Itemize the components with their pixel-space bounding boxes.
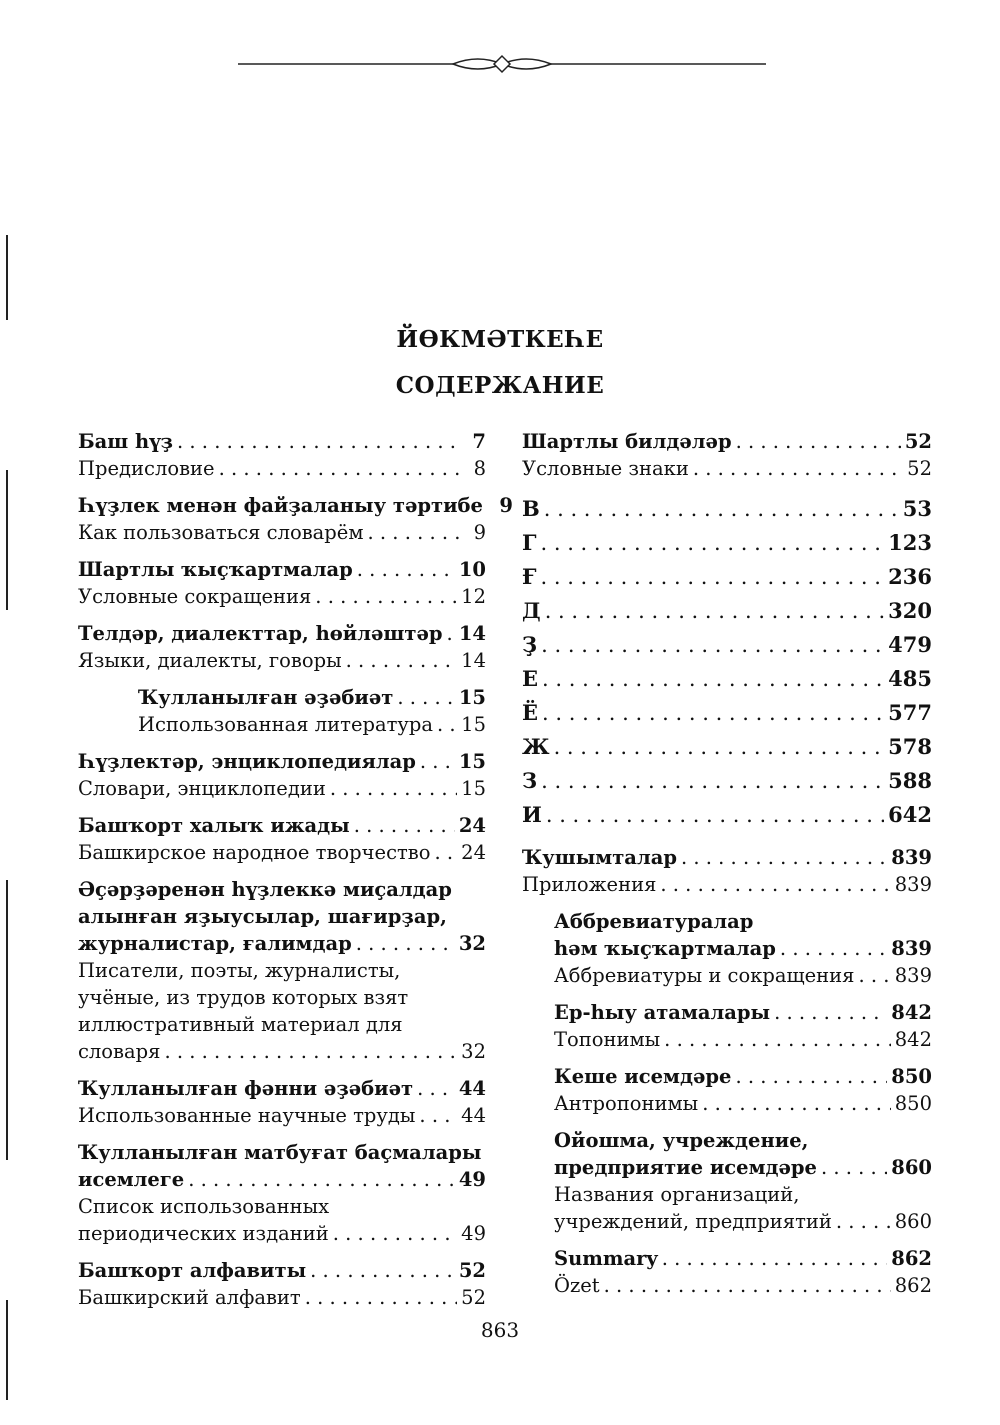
toc-page-number: 52 bbox=[904, 430, 932, 453]
toc-entry-russian[interactable] bbox=[78, 583, 486, 610]
toc-entry-title: Д bbox=[522, 598, 541, 623]
toc-entry-title: Ё bbox=[522, 700, 539, 725]
toc-letter-entry[interactable] bbox=[522, 696, 932, 730]
leader-dots bbox=[315, 583, 457, 610]
toc-entry-bashkir[interactable] bbox=[78, 930, 486, 957]
toc-entry-title: Ҡушымталар bbox=[522, 846, 677, 869]
toc-entry-title: Предисловие bbox=[78, 457, 215, 480]
toc-entry-title: Ҙ bbox=[522, 632, 538, 657]
toc-page-number: 24 bbox=[461, 841, 486, 864]
toc-entry-bashkir[interactable] bbox=[554, 1245, 932, 1272]
toc-entry-title: Ҡулланылған әҙәбиәт bbox=[138, 686, 394, 709]
leader-dots bbox=[542, 696, 884, 730]
toc-entry-title-line: Әҫәрҙәренән һүҙлеккә миҫалдар bbox=[78, 878, 452, 901]
toc-entry-title: Һүҙлек менән файҙаланыу тәртибе bbox=[78, 494, 483, 517]
toc-entry-title: һәм ҡыҫҡартмалар bbox=[554, 937, 776, 960]
toc-entry-russian[interactable] bbox=[78, 1220, 486, 1247]
toc-page-number: 24 bbox=[458, 814, 486, 837]
leader-dots bbox=[419, 1102, 457, 1129]
toc-page-number: 53 bbox=[902, 496, 932, 521]
leader-dots bbox=[541, 764, 884, 798]
toc-entry-title: Özet bbox=[554, 1274, 600, 1297]
leader-dots bbox=[541, 526, 885, 560]
leader-dots bbox=[821, 1154, 887, 1181]
toc-page-number: 842 bbox=[891, 1001, 932, 1024]
toc-page-number: 479 bbox=[888, 632, 932, 657]
toc-page-number: 123 bbox=[888, 530, 932, 555]
toc-entry-russian[interactable] bbox=[78, 519, 486, 546]
toc-entry-title: Summary bbox=[554, 1247, 658, 1270]
scan-edge-line bbox=[6, 880, 8, 1160]
toc-entry-title-line: учёные, из трудов которых взят bbox=[78, 986, 409, 1009]
toc-entry-title: Условные сокращения bbox=[78, 585, 312, 608]
toc-entry-russian[interactable] bbox=[78, 1102, 486, 1129]
toc-page-number: 44 bbox=[458, 1077, 486, 1100]
leader-dots bbox=[305, 1284, 457, 1311]
toc-page-number: 7 bbox=[472, 430, 486, 453]
toc-entry-russian[interactable] bbox=[522, 871, 932, 898]
toc-page-number: 642 bbox=[888, 802, 932, 827]
leader-dots bbox=[219, 455, 460, 482]
leader-dots bbox=[541, 628, 884, 662]
toc-entry-title-line: Ойошма, учреждение, bbox=[554, 1129, 809, 1152]
toc-entry-group bbox=[522, 1063, 932, 1117]
leader-dots bbox=[310, 1257, 455, 1284]
toc-page-number: 52 bbox=[461, 1286, 486, 1309]
leader-dots bbox=[735, 1063, 887, 1090]
toc-entry-bashkir[interactable] bbox=[78, 748, 486, 775]
leader-dots bbox=[437, 711, 457, 738]
toc-entry-title: Г bbox=[522, 530, 537, 555]
toc-entry-title-line: алынған яҙыусылар, шағирҙар, bbox=[78, 905, 447, 928]
toc-page-number: 577 bbox=[888, 700, 932, 725]
leader-dots bbox=[346, 647, 458, 674]
toc-entry-group bbox=[78, 1075, 486, 1129]
scan-edge-line bbox=[6, 235, 8, 320]
leader-dots bbox=[836, 1208, 891, 1235]
toc-entry-title: Һүҙлектәр, энциклопедиялар bbox=[78, 750, 416, 773]
leader-dots bbox=[368, 519, 461, 546]
toc-entry-group bbox=[78, 812, 486, 866]
toc-letter-entry[interactable] bbox=[522, 594, 932, 628]
toc-entry-title: учреждений, предприятий bbox=[554, 1210, 832, 1233]
toc-entry-bashkir[interactable] bbox=[78, 812, 486, 839]
leader-dots bbox=[541, 560, 885, 594]
toc-entry-title-line: Писатели, поэты, журналисты, bbox=[78, 959, 401, 982]
leader-dots bbox=[177, 428, 460, 455]
toc-entry-russian[interactable] bbox=[554, 1026, 932, 1053]
toc-entry-title: Условные знаки bbox=[522, 457, 689, 480]
toc-entry-group bbox=[522, 908, 932, 989]
toc-entry-russian[interactable] bbox=[554, 1272, 932, 1299]
leader-dots bbox=[356, 930, 455, 957]
toc-letter-entry[interactable] bbox=[522, 730, 932, 764]
toc-page-number: 15 bbox=[458, 686, 486, 709]
toc-entry-bashkir[interactable] bbox=[522, 428, 932, 455]
toc-entry-title-line: Названия организаций, bbox=[554, 1183, 800, 1206]
toc-entry-title: Приложения bbox=[522, 873, 657, 896]
toc-page-number: 860 bbox=[894, 1210, 932, 1233]
toc-letter-entry[interactable] bbox=[522, 764, 932, 798]
toc-entry-title: периодических изданий bbox=[78, 1222, 329, 1245]
toc-page-number: 850 bbox=[894, 1092, 932, 1115]
toc-page-number: 52 bbox=[458, 1259, 486, 1282]
toc-entry-group bbox=[522, 1245, 932, 1299]
toc-entry-group bbox=[522, 428, 932, 482]
toc-entry-title-line: Аббревиатуралар bbox=[554, 910, 754, 933]
toc-page-number: 839 bbox=[894, 964, 932, 987]
toc-entry-title: Ер-һыу атамалары bbox=[554, 1001, 771, 1024]
toc-page-number: 8 bbox=[473, 457, 486, 480]
leader-dots bbox=[604, 1272, 891, 1299]
toc-page-number: 52 bbox=[907, 457, 932, 480]
toc-entry-title: И bbox=[522, 802, 542, 827]
toc-left-column bbox=[78, 428, 513, 1321]
leader-dots bbox=[397, 684, 455, 711]
leader-dots bbox=[681, 844, 887, 871]
toc-page-number: 236 bbox=[888, 564, 932, 589]
leader-dots bbox=[554, 730, 885, 764]
toc-entry-russian[interactable] bbox=[78, 647, 486, 674]
toc-entry-title: Ҡулланылған фәнни әҙәбиәт bbox=[78, 1077, 414, 1100]
toc-letter-entry[interactable] bbox=[522, 798, 932, 832]
toc-page-number: 44 bbox=[461, 1104, 486, 1127]
toc-entry-title: Телдәр, диалекттар, һөйләштәр bbox=[78, 622, 443, 645]
toc-entry-title: Башҡорт алфавиты bbox=[78, 1259, 307, 1282]
toc-page-number: 842 bbox=[894, 1028, 932, 1051]
toc-entry-bashkir[interactable] bbox=[554, 935, 932, 962]
toc-page-number: 862 bbox=[891, 1247, 932, 1270]
toc-page-number: 14 bbox=[461, 649, 486, 672]
toc-entry-title: Языки, диалекты, говоры bbox=[78, 649, 342, 672]
toc-entry-title: Е bbox=[522, 666, 539, 691]
toc-entry-group bbox=[78, 748, 486, 802]
leader-dots bbox=[354, 812, 455, 839]
toc-page-number: 15 bbox=[458, 750, 486, 773]
toc-entry-title-line: Ҡулланылған матбуғат баҫмалары bbox=[78, 1141, 482, 1164]
toc-page-number: 49 bbox=[461, 1222, 486, 1245]
toc-page-number: 839 bbox=[894, 873, 932, 896]
toc-entry-title: Антропонимы bbox=[554, 1092, 699, 1115]
toc-page-number: 9 bbox=[499, 494, 513, 517]
toc-page-number: 485 bbox=[888, 666, 932, 691]
title-russian: СОДЕРЖАНИЕ bbox=[395, 372, 605, 399]
toc-entry-bashkir[interactable] bbox=[78, 1075, 486, 1102]
toc-entry-title: Как пользоваться словарём bbox=[78, 521, 364, 544]
toc-page-number: 32 bbox=[458, 932, 486, 955]
leader-dots bbox=[333, 1220, 457, 1247]
toc-page-number: 588 bbox=[888, 768, 932, 793]
ornament-divider bbox=[238, 52, 766, 76]
title-bashkir: ЙӨКМӘТКЕҺЕ bbox=[396, 326, 604, 353]
toc-page-number: 862 bbox=[894, 1274, 932, 1297]
toc-entry-title: словаря bbox=[78, 1040, 161, 1063]
toc-entry-title: Словари, энциклопедии bbox=[78, 777, 326, 800]
toc-entry-russian[interactable] bbox=[138, 711, 486, 738]
toc-entry-title: Использованные научные труды bbox=[78, 1104, 416, 1127]
toc-entry-bashkir[interactable] bbox=[78, 620, 486, 647]
toc-entry-bashkir[interactable] bbox=[554, 1063, 932, 1090]
leader-dots bbox=[188, 1166, 455, 1193]
toc-page-number: 49 bbox=[458, 1168, 486, 1191]
toc-page-number: 15 bbox=[461, 713, 486, 736]
toc-entry-bashkir[interactable] bbox=[78, 1257, 486, 1284]
toc-page-number: 9 bbox=[473, 521, 486, 544]
toc-entry-title: Башкирский алфавит bbox=[78, 1286, 301, 1309]
toc-letter-entry[interactable] bbox=[522, 628, 932, 662]
scan-edge-line bbox=[6, 470, 8, 610]
toc-entry-title: журналистар, ғалимдар bbox=[78, 932, 352, 955]
toc-page-number: 850 bbox=[891, 1065, 932, 1088]
toc-entry-title: Использованная литература bbox=[138, 713, 433, 736]
toc-entry-group bbox=[522, 1127, 932, 1235]
toc-page-number: 839 bbox=[891, 937, 932, 960]
leader-dots bbox=[545, 594, 884, 628]
toc-entry-russian[interactable] bbox=[78, 1284, 486, 1311]
scan-edge-line bbox=[6, 1300, 8, 1400]
toc-letter-entry[interactable] bbox=[522, 492, 932, 526]
toc-entry-title: Аббревиатуры и сокращения bbox=[554, 964, 855, 987]
leader-dots bbox=[447, 620, 455, 647]
toc-entry-title: Ғ bbox=[522, 564, 537, 589]
toc-page-number: 10 bbox=[458, 558, 486, 581]
letter-sections bbox=[522, 492, 932, 832]
toc-page-number: 32 bbox=[461, 1040, 486, 1063]
leader-dots bbox=[420, 748, 455, 775]
toc-entry-title: Башкирское народное творчество bbox=[78, 841, 431, 864]
leader-dots bbox=[357, 556, 455, 583]
toc-entry-bashkir[interactable] bbox=[554, 1154, 932, 1181]
toc-letter-entry[interactable] bbox=[522, 560, 932, 594]
toc-letter-entry[interactable] bbox=[522, 662, 932, 696]
toc-entry-bashkir[interactable] bbox=[138, 684, 486, 711]
toc-entry-russian[interactable] bbox=[522, 455, 932, 482]
leader-dots bbox=[858, 962, 890, 989]
leader-dots bbox=[780, 935, 887, 962]
leader-dots bbox=[774, 999, 887, 1026]
leader-dots bbox=[693, 455, 903, 482]
toc-page-number: 14 bbox=[458, 622, 486, 645]
leader-dots bbox=[546, 798, 884, 832]
toc-entry-title: Башҡорт халыҡ ижады bbox=[78, 814, 350, 837]
toc-entry-title-line: иллюстративный материал для bbox=[78, 1013, 403, 1036]
toc-right-column bbox=[522, 428, 932, 1309]
toc-entry-group bbox=[522, 844, 932, 898]
toc-entry-russian[interactable] bbox=[78, 775, 486, 802]
toc-page-number: 12 bbox=[461, 585, 486, 608]
leader-dots bbox=[664, 1026, 891, 1053]
toc-entry-title: исемлеге bbox=[78, 1168, 185, 1191]
toc-entry-title: Шартлы ҡыҫҡартмалар bbox=[78, 558, 353, 581]
toc-entry-title: З bbox=[522, 768, 538, 793]
toc-entry-group bbox=[78, 556, 486, 610]
leader-dots bbox=[662, 1245, 888, 1272]
leader-dots bbox=[164, 1038, 457, 1065]
toc-entry-title-line: Список использованных bbox=[78, 1195, 330, 1218]
leader-dots bbox=[542, 662, 884, 696]
toc-entry-group bbox=[522, 999, 932, 1053]
toc-entry-bashkir[interactable] bbox=[78, 492, 513, 519]
toc-entry-title: Баш һүҙ bbox=[78, 430, 173, 453]
page-number: 863 bbox=[480, 1318, 520, 1342]
toc-entry-group bbox=[78, 1257, 486, 1311]
toc-entry-group bbox=[78, 428, 486, 482]
toc-letter-entry[interactable] bbox=[522, 526, 932, 560]
toc-entry-title: Кеше исемдәре bbox=[554, 1065, 732, 1088]
toc-page-number: 320 bbox=[888, 598, 932, 623]
toc-entry-russian[interactable] bbox=[78, 455, 486, 482]
toc-entry-russian[interactable] bbox=[554, 962, 932, 989]
toc-entry-russian[interactable] bbox=[554, 1090, 932, 1117]
toc-entry-title: Топонимы bbox=[554, 1028, 661, 1051]
toc-entry-bashkir[interactable] bbox=[78, 556, 486, 583]
toc-entry-bashkir[interactable] bbox=[78, 428, 486, 455]
leader-dots bbox=[736, 428, 901, 455]
leader-dots bbox=[417, 1075, 455, 1102]
toc-page-number: 15 bbox=[461, 777, 486, 800]
toc-entry-bashkir[interactable] bbox=[78, 1166, 486, 1193]
toc-entry-group bbox=[78, 876, 486, 1065]
leader-dots bbox=[660, 871, 890, 898]
toc-entry-title: Ж bbox=[522, 734, 550, 759]
leader-dots bbox=[435, 839, 458, 866]
leader-dots bbox=[702, 1090, 891, 1117]
toc-entry-russian[interactable] bbox=[78, 1038, 486, 1065]
toc-entry-title: предприятие исемдәре bbox=[554, 1156, 817, 1179]
toc-entry-title: В bbox=[522, 496, 540, 521]
toc-entry-group bbox=[78, 492, 513, 546]
toc-entry-russian[interactable] bbox=[554, 1208, 932, 1235]
toc-entry-bashkir[interactable] bbox=[554, 999, 932, 1026]
toc-entry-group bbox=[78, 684, 486, 738]
toc-entry-group bbox=[78, 1139, 486, 1247]
toc-entry-bashkir[interactable] bbox=[522, 844, 932, 871]
toc-page-number: 860 bbox=[891, 1156, 932, 1179]
toc-entry-russian[interactable] bbox=[78, 839, 486, 866]
toc-entry-title: Шартлы билдәләр bbox=[522, 430, 732, 453]
toc-entry-group bbox=[78, 620, 486, 674]
toc-page-number: 578 bbox=[888, 734, 932, 759]
toc-page-number: 839 bbox=[891, 846, 932, 869]
leader-dots bbox=[544, 492, 899, 526]
leader-dots bbox=[330, 775, 457, 802]
